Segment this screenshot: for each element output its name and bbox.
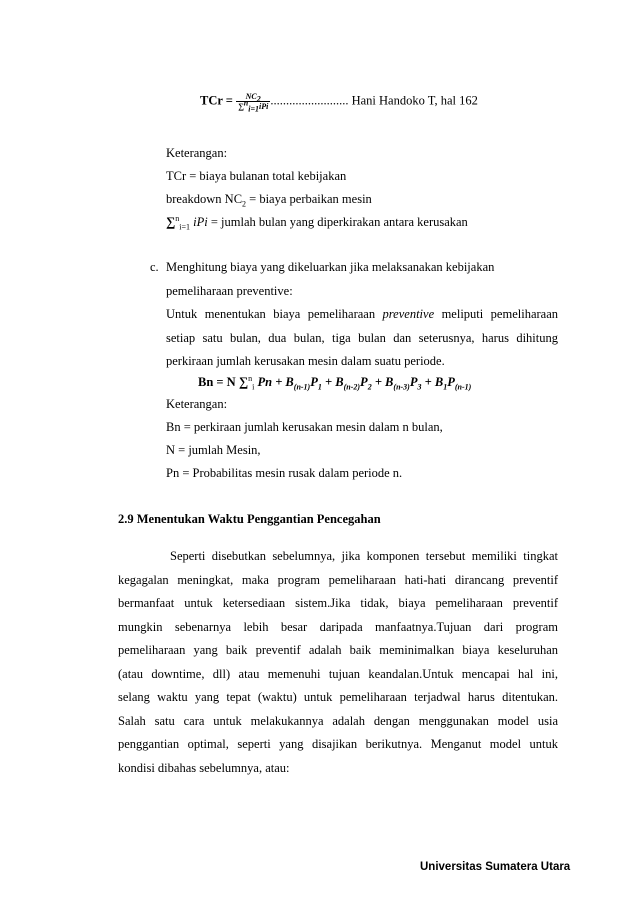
formula-tcr (200, 92, 478, 114)
fraction-numerator: $NC_2$ (236, 92, 270, 102)
section-line-2: kegagalan meningkat, maka program pemeliharaan hati-hati dirancang preventif (118, 573, 558, 587)
section-line-6: (atau downtime, dll) atau memenuhi tujuan keandalan.Untuk mencapai hal ini, (118, 667, 558, 681)
item-c-paragraph-line1: Untuk menentukan biaya pemeliharaan preventive meliputi pemeliharaan (166, 307, 559, 321)
fraction-denominator: ∑$^n_{i=1}$iPi (238, 98, 269, 114)
legend1-title: Keterangan: (166, 146, 228, 160)
section-line-8: Salah satu cara untuk melakukannya adalah dengan menggunakan model usia (118, 714, 558, 728)
legend1-line2: breakdown $NC_2$ = biaya perbaikan mesin (166, 192, 372, 209)
legend2-line2: N = jumlah Mesin, (166, 443, 261, 457)
section-line-3: bermanfaat untuk ketersediaan sistem.Jika tidak, biaya pemeliharaan preventif (118, 596, 558, 610)
footer-university: Universitas Sumatera Utara (420, 861, 571, 873)
item-c-line2: pemeliharaan preventive: (166, 284, 293, 298)
formula-dots: ......................... (270, 93, 349, 108)
section-line-10: kondisi dibahas sebelumnya, atau: (118, 761, 290, 775)
legend1-line3: ∑$^n_{i=1}$ iPi = jumlah bulan yang diperkirakan antara kerusakan (166, 213, 468, 232)
fraction (236, 92, 270, 114)
formula-bn: Bn = N ∑$^n_i$ $Pn + B_{(n-1)}P_1 + B_{(n-2)}P_2 + B_{(n-3)}P_3 + B_1P_{(n-1)}$ (198, 373, 472, 392)
item-c-paragraph-line2: setiap satu bulan, dua bulan, tiga bulan dan seterusnya, harus dihitung (166, 331, 558, 345)
legend2-title: Keterangan: (166, 397, 228, 411)
section-line-5: pemeliharaan yang baik preventif adalah baik meminimalkan biaya keseluruhan (118, 643, 558, 657)
section-line-1: Seperti disebutkan sebelumnya, jika komponen tersebut memiliki tingkat (170, 549, 558, 563)
formula-lhs: TCr = (200, 93, 233, 108)
legend1-line1: TCr = biaya bulanan total kebijakan (166, 169, 347, 183)
section-line-4: mungkin sebenarnya lebih besar daripada manfaatnya.Tujuan dari program (118, 620, 558, 634)
section-line-9: penggantian optimal, seperti yang disajikan berikutnya. Menganut model untuk (118, 737, 558, 751)
section-heading: 2.9 Menentukan Waktu Penggantian Pencegahan (118, 512, 381, 526)
formula-citation: Hani Handoko T, hal 162 (351, 93, 478, 108)
legend2-line1: Bn = perkiraan jumlah kerusakan mesin dalam n bulan, (166, 420, 443, 434)
legend2-line3: Pn = Probabilitas mesin rusak dalam periode n. (166, 466, 403, 480)
section-line-7: selang waktu yang tepat (waktu) untuk pemeliharaan terjadwal harus ditentukan. (118, 690, 558, 704)
item-c-paragraph-line3: perkiraan jumlah kerusakan mesin dalam suatu periode. (166, 354, 445, 368)
item-c-marker: c. (150, 260, 159, 274)
item-c-line1: Menghitung biaya yang dikeluarkan jika melaksanakan kebijakan (166, 260, 495, 274)
